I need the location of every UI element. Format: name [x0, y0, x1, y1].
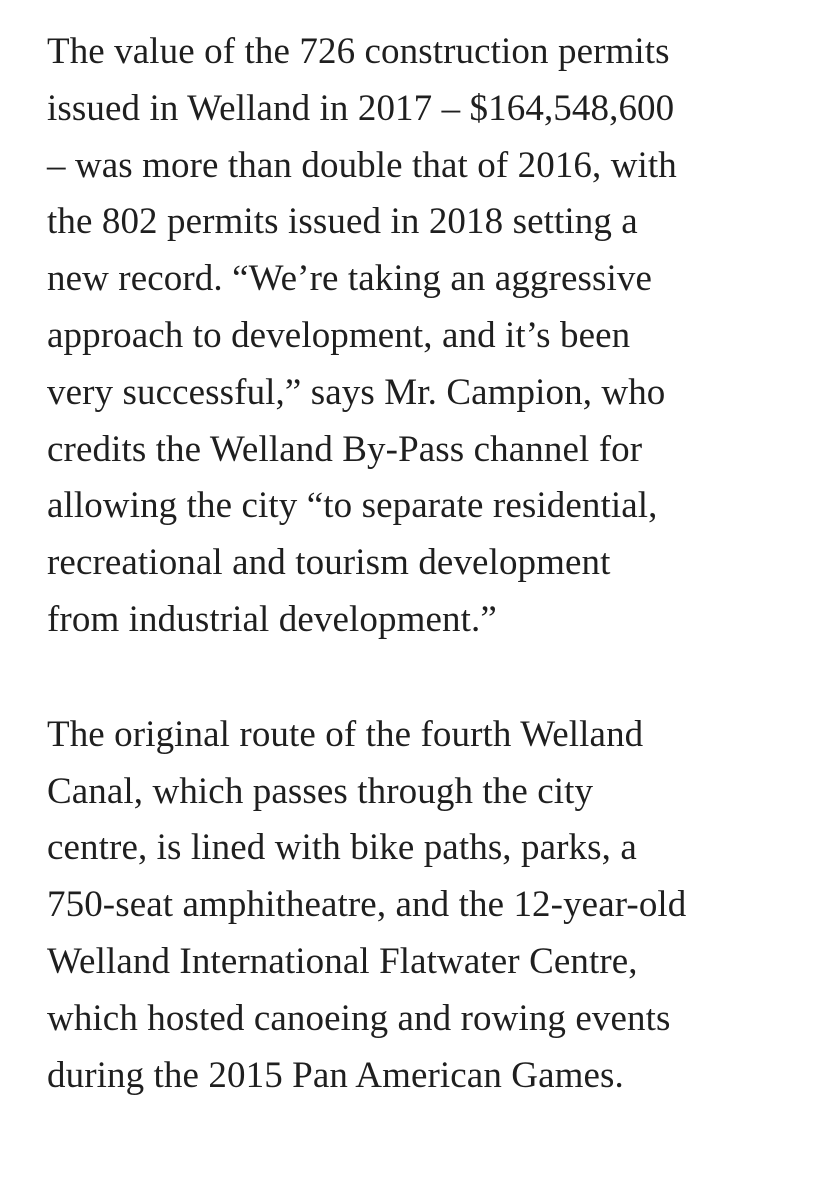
text-line: issued in Welland in 2017 – $164,548,600: [47, 87, 675, 129]
text-line: from industrial development.”: [47, 598, 497, 640]
text-line: approach to development, and it’s been: [47, 314, 631, 356]
text-line: the 802 permits issued in 2018 setting a: [47, 201, 638, 243]
text-line: Welland International Flatwater Centre,: [47, 940, 638, 982]
text-line: The value of the 726 construction permits: [47, 31, 670, 72]
article-paragraph-1: [47, 24, 807, 649]
text-line: during the 2015 Pan American Games.: [47, 1054, 624, 1096]
text-line: allowing the city “to separate residential,: [47, 485, 658, 527]
text-line: Canal, which passes through the city: [47, 770, 594, 812]
text-line: – was more than double that of 2016, with: [47, 144, 677, 186]
text-line: The original route of the fourth Welland: [47, 713, 644, 755]
text-line: centre, is lined with bike paths, parks, a: [47, 827, 637, 869]
text-line: recreational and tourism development: [47, 542, 611, 584]
text-line: credits the Welland By-Pass channel for: [47, 428, 643, 470]
text-line: very successful,” says Mr. Campion, who: [47, 371, 666, 413]
article-paragraph-2: [47, 707, 807, 1105]
text-line: which hosted canoeing and rowing events: [47, 997, 671, 1039]
paragraph-spacer: [47, 649, 807, 707]
text-line: new record. “We’re taking an aggressive: [47, 258, 652, 300]
article-body: [47, 24, 807, 1104]
text-line: 750-seat amphitheatre, and the 12-year-old: [47, 884, 687, 926]
